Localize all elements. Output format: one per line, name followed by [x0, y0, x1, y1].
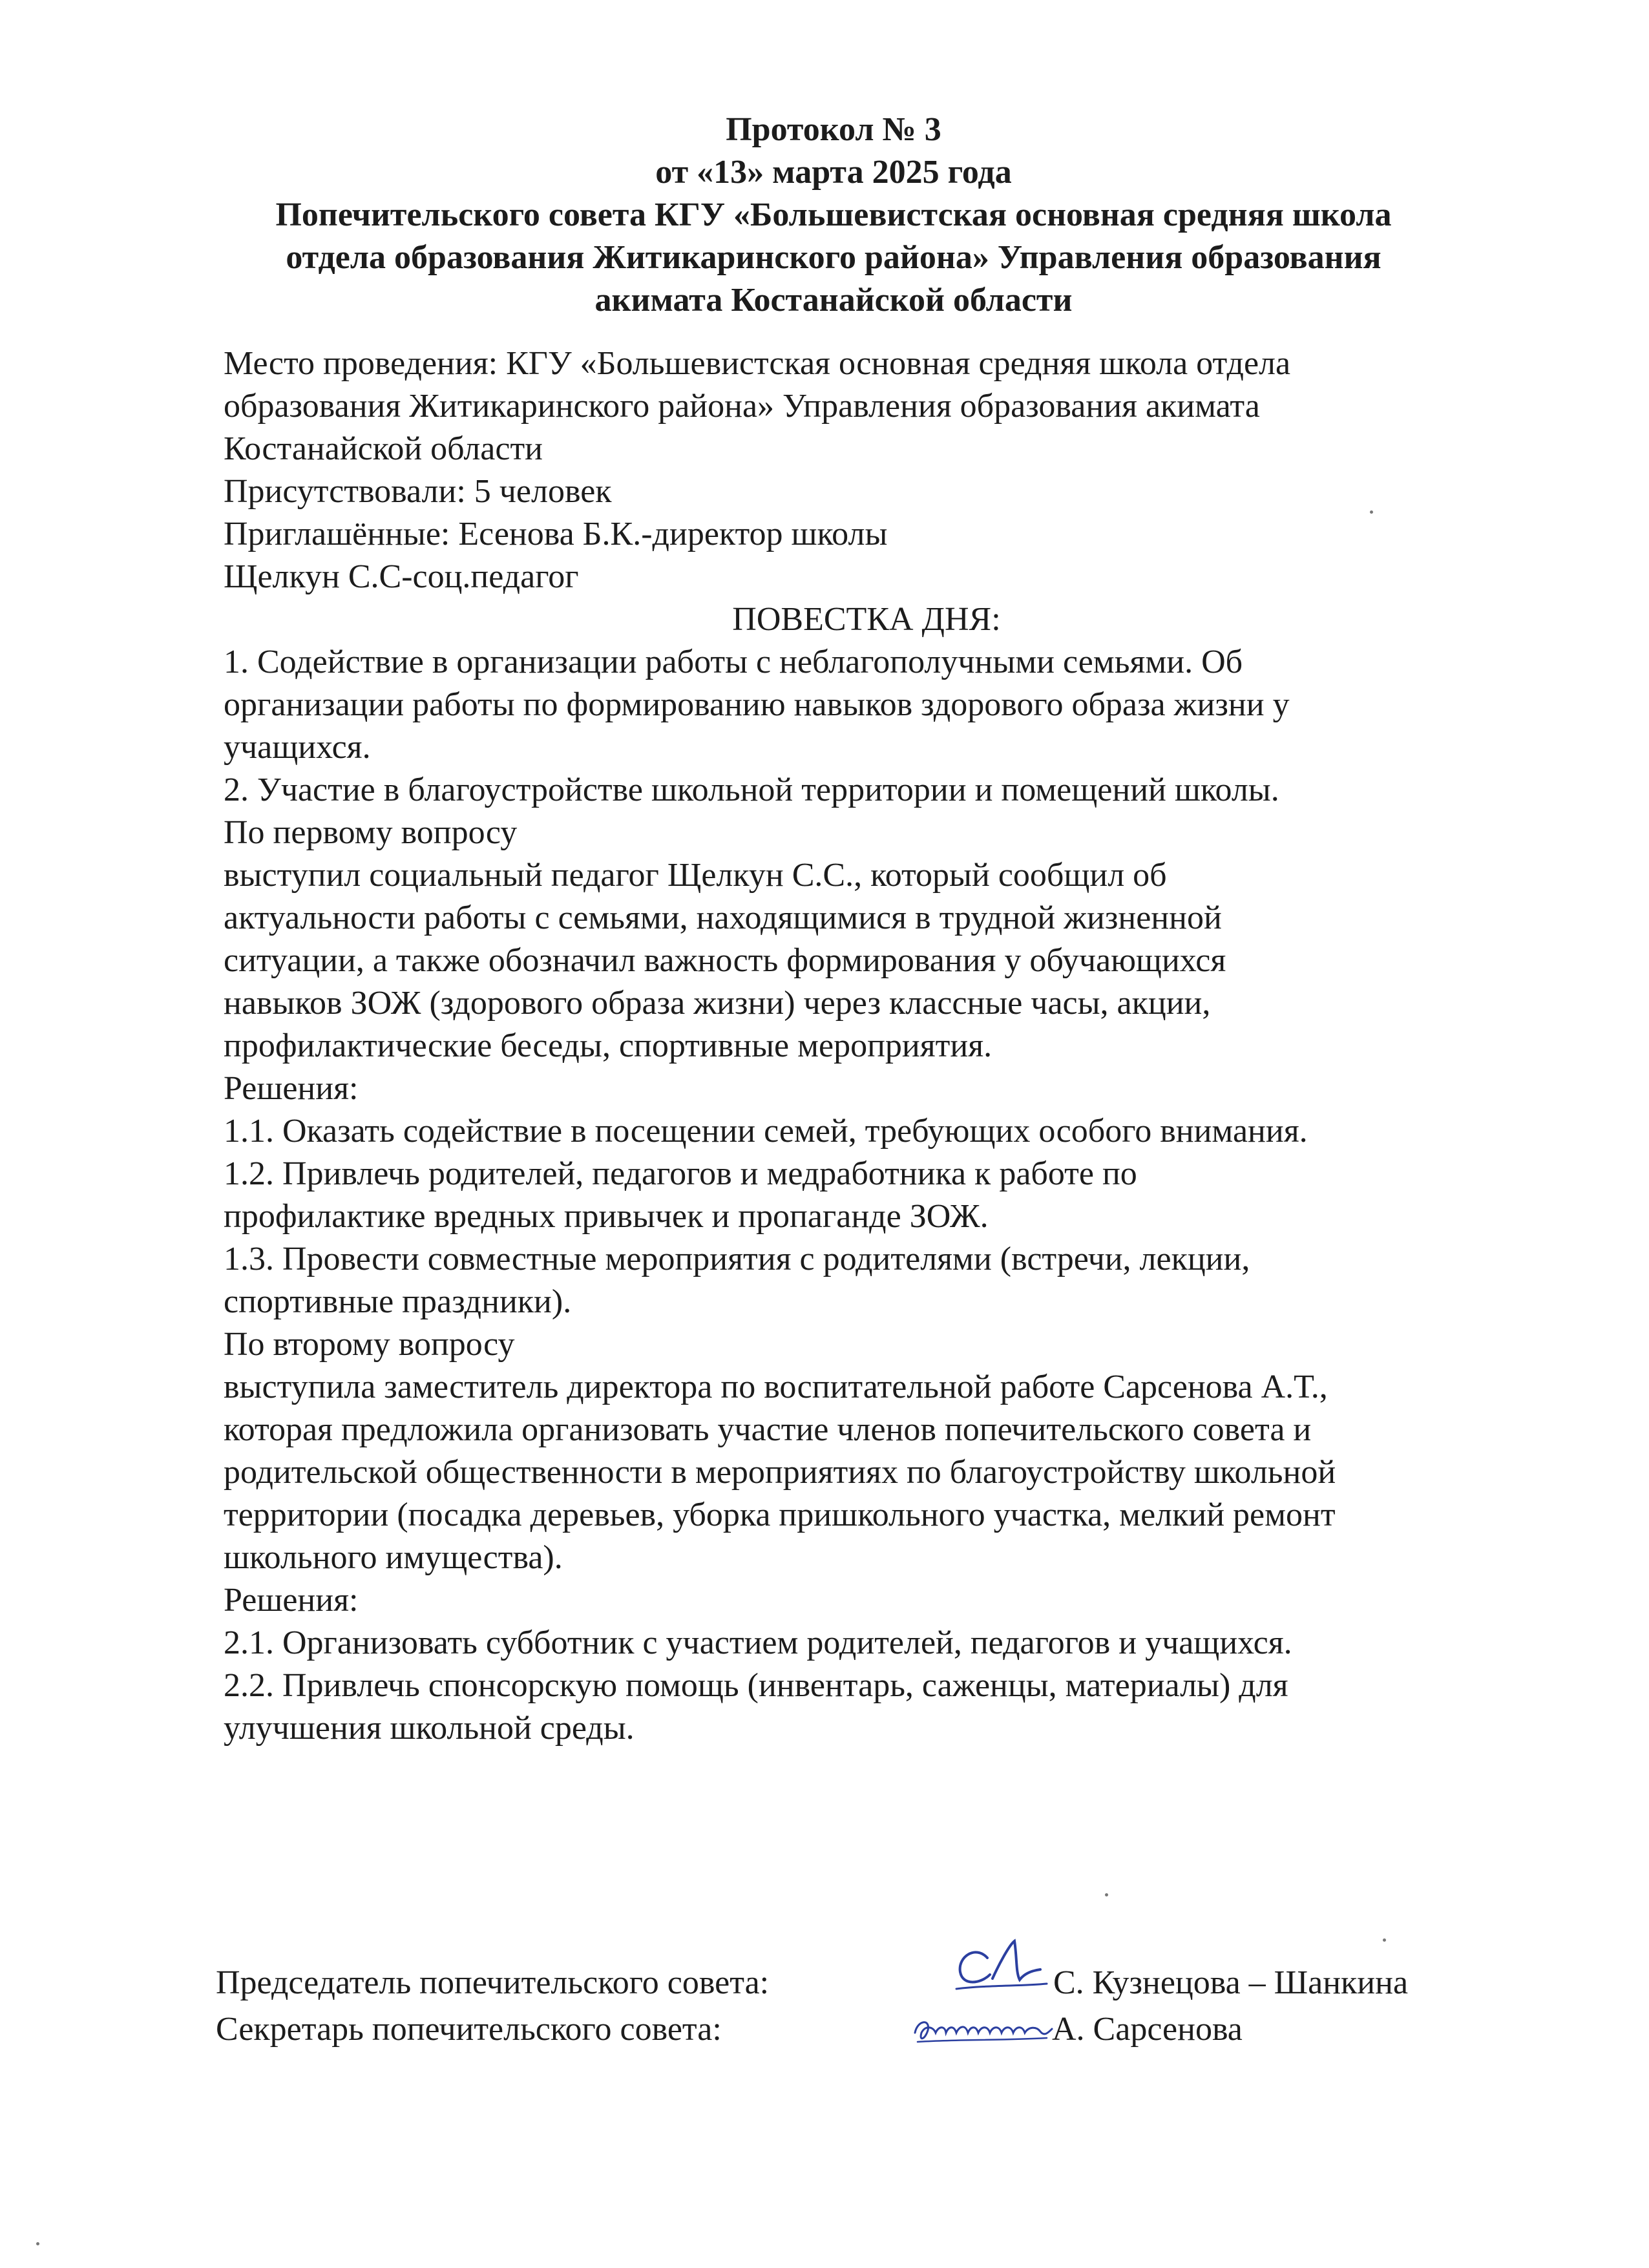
protocol-header [194, 109, 1473, 322]
question-1-line-3: ситуации, а также обозначил важность формирования у обучающихся [224, 942, 1226, 979]
chair-signature-mark [950, 1932, 1053, 2003]
attendance: Присутствовали: 5 человек [224, 473, 612, 510]
question-1-line-2: актуальности работы с семьями, находящимися в трудной жизненной [224, 899, 1222, 936]
venue-line-3: Костанайской области [224, 430, 543, 467]
question-1-title: По первому вопросу [224, 814, 518, 851]
secretary-signature-mark [911, 2007, 1055, 2052]
protocol-body [224, 342, 1509, 1750]
question-2-line-2: которая предложила организовать участие членов попечительского совета и [224, 1411, 1312, 1448]
decision-1-3-line-2: спортивные праздники). [224, 1283, 572, 1320]
protocol-date: от «13» марта 2025 года [655, 154, 1012, 191]
chair-role: Председатель попечительского совета: [216, 1964, 770, 2001]
agenda-item-2: 2. Участие в благоустройстве школьной территории и помещений школы. [224, 772, 1279, 808]
chair-name: С. Кузнецова – Шанкина [1053, 1964, 1409, 2001]
decisions-2-title: Решения: [224, 1582, 359, 1619]
organization-line-1: Попечительского совета КГУ «Большевистская основная средняя школа [275, 196, 1392, 233]
protocol-title: Протокол № 3 [726, 111, 941, 148]
venue-line-1: Место проведения: КГУ «Большевистская основная средняя школа отдела [224, 345, 1291, 382]
venue-line-2: образования Житикаринского района» Управления образования акимата [224, 388, 1260, 425]
scan-speck [1105, 1893, 1108, 1896]
question-1-line-1: выступил социальный педагог Щелкун С.С., который сообщил об [224, 857, 1167, 894]
decisions-1-title: Решения: [224, 1070, 359, 1107]
agenda-title: ПОВЕСТКА ДНЯ: [732, 601, 1001, 638]
question-1-line-5: профилактические беседы, спортивные мероприятия. [224, 1027, 993, 1064]
decision-1-3-line-1: 1.3. Провести совместные мероприятия с родителями (встречи, лекции, [224, 1241, 1250, 1277]
decision-2-1: 2.1. Организовать субботник с участием родителей, педагогов и учащихся. [224, 1624, 1292, 1661]
agenda-item-1-line-3: учащихся. [224, 729, 371, 766]
scan-speck [36, 2242, 39, 2245]
secretary-role: Секретарь попечительского совета: [216, 2011, 722, 2048]
decision-2-2-line-2: улучшения школьной среды. [224, 1710, 635, 1747]
organization-line-2: отдела образования Житикаринского района» Управления образования [286, 239, 1381, 276]
scan-speck [1370, 510, 1373, 514]
question-2-line-3: родительской общественности в мероприятиях по благоустройству школьной [224, 1454, 1336, 1491]
scan-speck [1383, 1938, 1386, 1942]
invited-line-2: Щелкун С.С-соц.педагог [224, 558, 579, 595]
agenda-item-1-line-2: организации работы по формированию навыков здорового образа жизни у [224, 686, 1290, 723]
invited-line-1: Приглашённые: Есенова Б.К.-директор школы [224, 516, 888, 552]
decision-1-2-line-1: 1.2. Привлечь родителей, педагогов и медработника к работе по [224, 1155, 1137, 1192]
decision-1-1: 1.1. Оказать содействие в посещении семей, требующих особого внимания. [224, 1113, 1308, 1150]
question-2-line-4: территории (посадка деревьев, уборка пришкольного участка, мелкий ремонт [224, 1496, 1336, 1533]
question-2-line-1: выступила заместитель директора по воспитательной работе Сарсенова А.Т., [224, 1369, 1328, 1405]
organization-line-3: акимата Костанайской области [594, 282, 1073, 319]
question-1-line-4: навыков ЗОЖ (здорового образа жизни) через классные часы, акции, [224, 985, 1211, 1022]
question-2-line-5: школьного имущества). [224, 1539, 563, 1576]
decision-2-2-line-1: 2.2. Привлечь спонсорскую помощь (инвентарь, саженцы, материалы) для [224, 1667, 1288, 1704]
question-2-title: По второму вопросу [224, 1326, 515, 1363]
decision-1-2-line-2: профилактике вредных привычек и пропаганде ЗОЖ. [224, 1198, 989, 1235]
secretary-name: А. Сарсенова [1052, 2011, 1243, 2048]
agenda-item-1-line-1: 1. Содействие в организации работы с неблагополучными семьями. Об [224, 644, 1243, 680]
